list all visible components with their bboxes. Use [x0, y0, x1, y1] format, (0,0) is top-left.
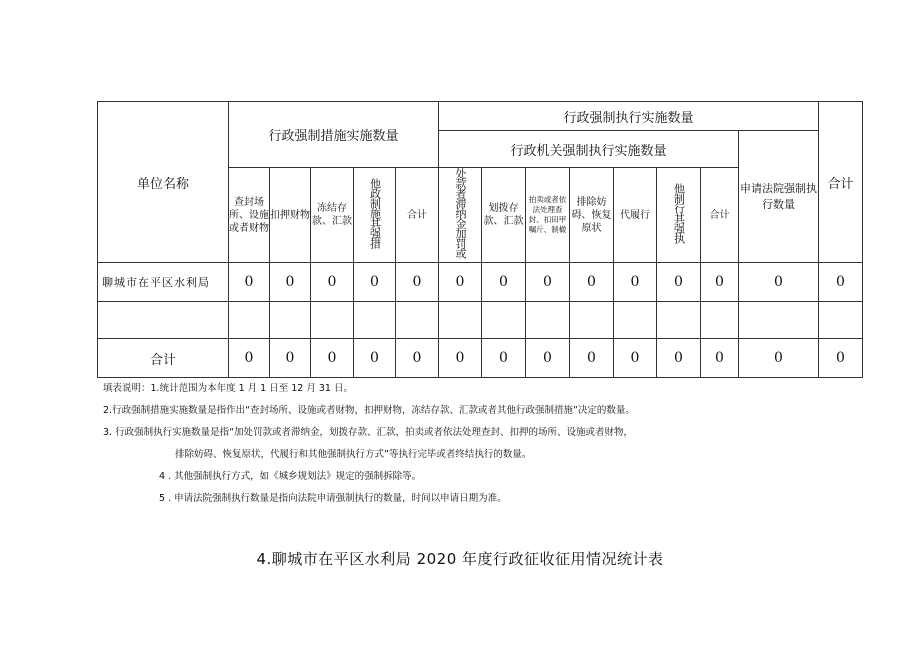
cell: 0 [657, 339, 701, 378]
cell: 0 [482, 339, 526, 378]
court-execution-header: 申请法院强制执行数量 [739, 131, 819, 263]
row-unit-name: 聊城市在平区水利局 [98, 263, 229, 302]
col-other-measures [354, 168, 396, 263]
cell: 0 [819, 339, 863, 378]
row-unit-name [98, 302, 229, 339]
note-5: 5 . 申请法院强制执行数量是指向法院申请强制执行的数量，时间以申请日期为准。 [159, 493, 507, 504]
col-agency-total: 合计 [701, 168, 739, 263]
cell [229, 302, 270, 339]
row-total-label: 合计 [98, 339, 229, 378]
col-seal-premises: 查封场所、设施或者财物 [229, 168, 270, 263]
col-freeze-deposits: 冻结存款、汇款 [311, 168, 354, 263]
cell: 0 [657, 263, 701, 302]
cell: 0 [354, 263, 396, 302]
cell: 0 [439, 263, 482, 302]
col-measures-total: 合计 [396, 168, 439, 263]
table-row [98, 263, 863, 302]
cell [657, 302, 701, 339]
cell: 0 [311, 339, 354, 378]
col-fines [439, 168, 482, 263]
cell [311, 302, 354, 339]
cell: 0 [701, 263, 739, 302]
cell [526, 302, 570, 339]
col-other-execution [657, 168, 701, 263]
cell: 0 [229, 263, 270, 302]
table-notes [103, 378, 635, 510]
cell: 0 [354, 339, 396, 378]
col-fines-label: 处款者滞纳金加罚或 [454, 168, 467, 258]
cell: 0 [526, 339, 570, 378]
cell [701, 302, 739, 339]
col-substitute-performance: 代履行 [614, 168, 657, 263]
cell: 0 [819, 263, 863, 302]
cell [396, 302, 439, 339]
col-remove-obstruction: 排除妨碍、恢复原状 [570, 168, 614, 263]
col-other-execution-label: 他制行其强执 [672, 183, 686, 243]
col-transfer-deposits: 划拨存款、汇款 [482, 168, 526, 263]
table-row [98, 339, 863, 378]
col-seize-property: 扣押财物 [270, 168, 311, 263]
table-row [98, 302, 863, 339]
note-1: 填表说明：1.统计范围为本年度 1 月 1 日至 12 月 31 日。 [103, 383, 353, 394]
col-auction: 拍卖或者依法处理查封、扣田甲嘱斤、制橄 [526, 168, 570, 263]
note-2: 2.行政强制措施实施数量是指作出“查封场所、设施或者财物，扣押财物，冻结存款、汇款或者其他行政强制措施”决定的数量。 [103, 405, 635, 416]
cell: 0 [396, 263, 439, 302]
cell: 0 [614, 339, 657, 378]
cell: 0 [739, 339, 819, 378]
section-heading: 4.聊城市在平区水利局 2020 年度行政征收征用情况统计表 [256, 550, 664, 568]
col-other-measures-label: 他政制施其强措 [368, 178, 382, 248]
cell [739, 302, 819, 339]
note-4: 4 . 其他强制执行方式，如《城乡规划法》规定的强制拆除等。 [159, 471, 422, 482]
cell: 0 [396, 339, 439, 378]
cell: 0 [270, 263, 311, 302]
cell: 0 [526, 263, 570, 302]
cell [819, 302, 863, 339]
cell: 0 [439, 339, 482, 378]
execution-header: 行政强制执行实施数量 [439, 102, 819, 131]
cell: 0 [739, 263, 819, 302]
cell: 0 [229, 339, 270, 378]
total-header: 合计 [819, 102, 863, 263]
cell: 0 [570, 339, 614, 378]
cell: 0 [701, 339, 739, 378]
cell: 0 [614, 263, 657, 302]
measures-header: 行政强制措施实施数量 [229, 102, 439, 168]
cell: 0 [570, 263, 614, 302]
unit-name-header: 单位名称 [98, 102, 229, 263]
cell [482, 302, 526, 339]
cell [354, 302, 396, 339]
note-3-continued: 排除妨碍、恢复原状，代履行和其他强制执行方式”等执行完毕或者终结执行的数量。 [175, 449, 532, 460]
cell [614, 302, 657, 339]
cell [439, 302, 482, 339]
cell: 0 [482, 263, 526, 302]
agency-execution-header: 行政机关强制执行实施数量 [439, 131, 739, 168]
statistics-table [97, 101, 863, 378]
cell [270, 302, 311, 339]
cell: 0 [270, 339, 311, 378]
cell: 0 [311, 263, 354, 302]
note-3: 3. 行政强制执行实施数量是指“加处罚款或者滞纳金，划拨存款、汇款，拍卖或者依法处理查封、扣押的场所、设施或者财物， [103, 427, 634, 438]
cell [570, 302, 614, 339]
